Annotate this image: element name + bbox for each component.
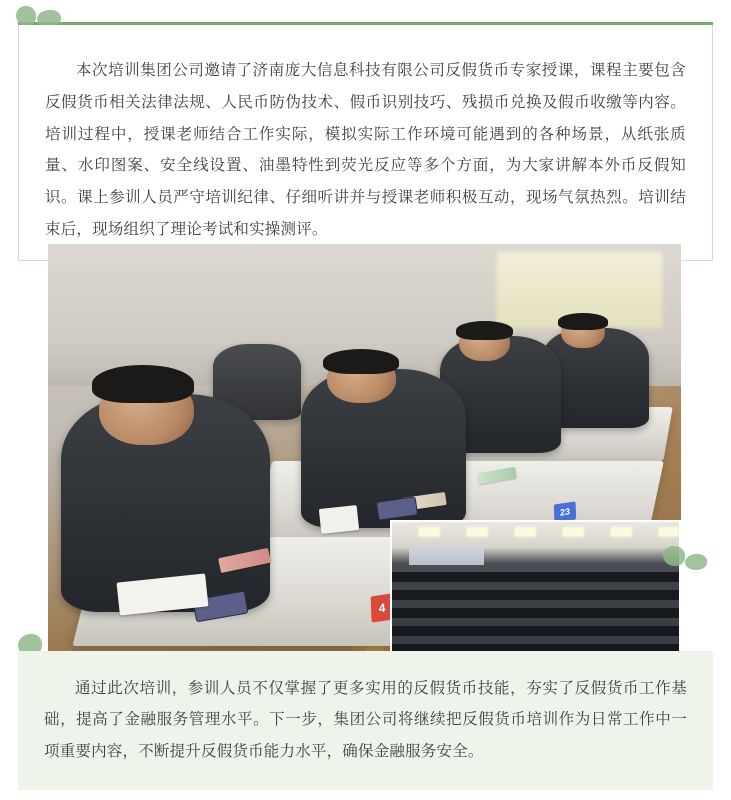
inset-photo-classroom [390, 520, 681, 662]
conclusion-paragraph-card [18, 651, 713, 790]
photo-desk-placard-3: 23 [554, 502, 576, 523]
intro-paragraph-text: 本次培训集团公司邀请了济南庞大信息科技有限公司反假货币专家授课，课程主要包含反假货币相关法律法规、人民币防伪技术、假币识别技巧、残损币兑换及假币收缴等内容。培训过程中，授课老师结合工作实际，模拟实际工作环境可能遇到的各种场景，从纸张质量、水印图案、安全线设置、油墨特性到荧光反应等多个方面，为大家讲解本外币反假知识。课上参训人员严守培训纪律、仔细听讲并与授课老师积极互动，现场气氛热烈。培训结束后，现场组织了理论考试和实操测评。 [45, 62, 686, 238]
photo-desk-placard-1: 4 [370, 594, 393, 623]
intro-paragraph-card [18, 25, 713, 261]
inset-projection-screen [409, 547, 484, 565]
inset-seated-audience [390, 572, 681, 660]
photo-canvas [48, 244, 681, 662]
photo-hair-1 [92, 365, 193, 403]
photo-hair-2 [323, 349, 399, 374]
training-photo [48, 244, 681, 662]
photo-hair-3 [456, 321, 513, 340]
photo-paper-sheet [319, 505, 359, 534]
photo-hair-4 [558, 313, 609, 330]
inset-ceiling-lights [392, 527, 679, 537]
conclusion-paragraph-text: 通过此次培训，参训人员不仅掌握了更多实用的反假货币技能，夯实了反假货币工作基础，提高了金融服务管理水平。下一步，集团公司将继续把反假货币培训作为日常工作中一项重要内容，不断提升反假货币能力水平，确保金融服务安全。 [44, 679, 687, 761]
